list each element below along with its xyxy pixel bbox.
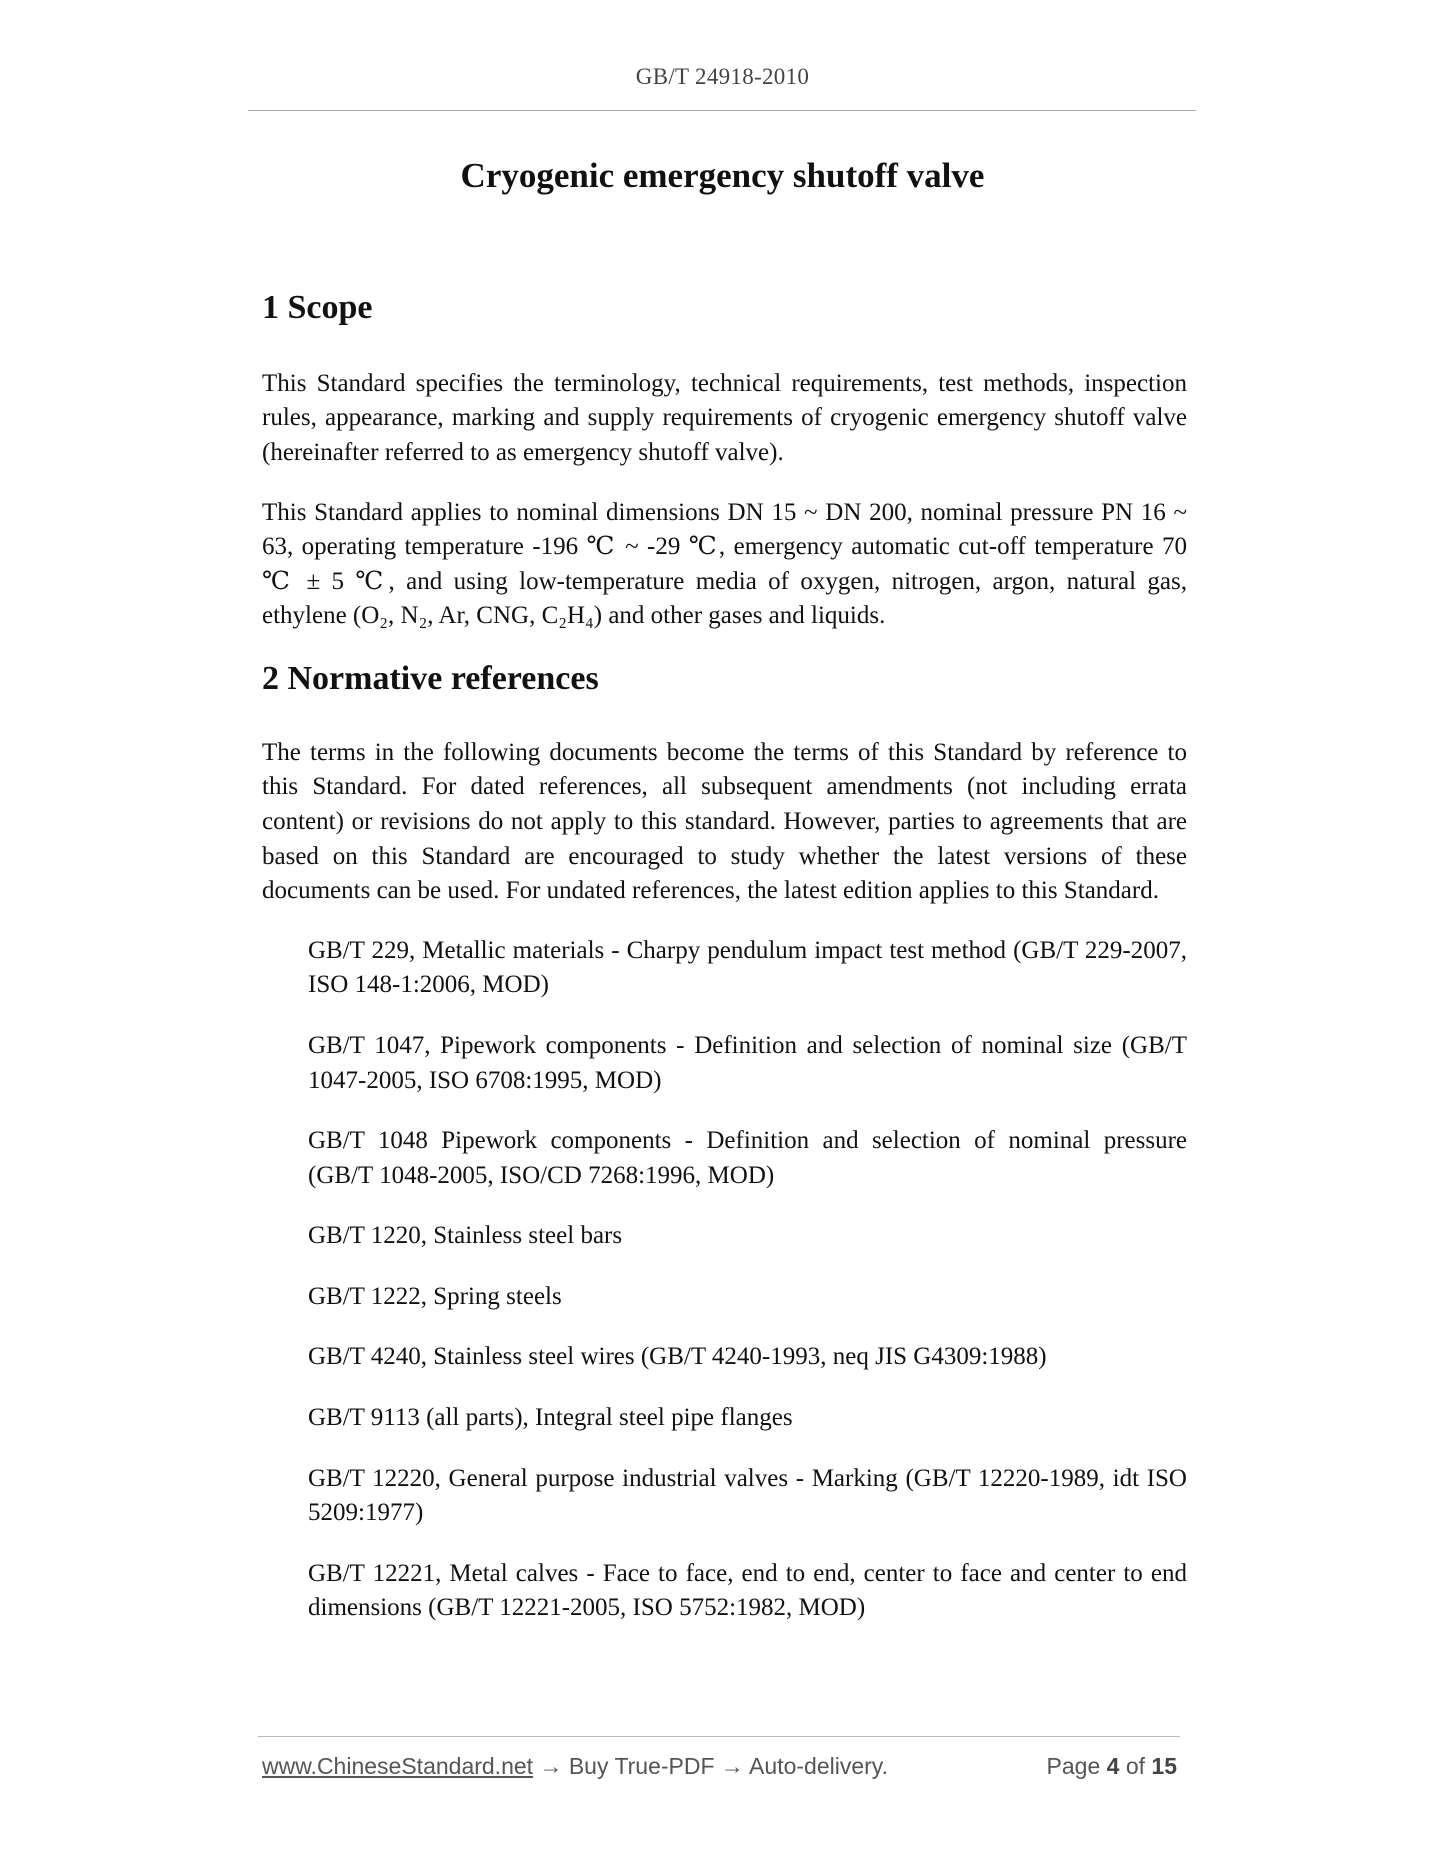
page-of: of <box>1125 1753 1146 1779</box>
reference-item: GB/T 9113 (all parts), Integral steel pipe flanges <box>308 1404 793 1432</box>
footer-tagline: → Buy True-PDF → Auto-delivery. <box>533 1753 888 1779</box>
running-header: GB/T 24918-2010 <box>635 64 810 89</box>
page-current: 4 <box>1106 1753 1120 1779</box>
reference-item: GB/T 1220, Stainless steel bars <box>308 1222 623 1250</box>
document-title: Cryogenic emergency shutoff valve <box>460 156 985 195</box>
scope-paragraph: This Standard specifies the terminology, technical requirements, test methods, inspection rules, appearance, marking and supply requirements of cryogenic emergency shutoff valve (hereinafter referred to as emergency shutoff valve). <box>262 369 1187 466</box>
site-link[interactable]: www.ChineseStandard.net <box>262 1753 534 1779</box>
header-divider <box>248 110 1196 111</box>
page-label: Page <box>1046 1753 1101 1779</box>
reference-item: GB/T 1222, Spring steels <box>308 1282 562 1310</box>
reference-item: GB/T 229, Metallic materials - Charpy pendulum impact test method (GB/T 229-2007, ISO 148-1:2006, MOD) <box>308 936 1187 999</box>
reference-list <box>262 934 1187 1626</box>
reference-item: GB/T 4240, Stainless steel wires (GB/T 4240-1993, neq JIS G4309:1988) <box>308 1343 1047 1371</box>
footer-promo <box>262 1753 888 1780</box>
reference-item: GB/T 1048 Pipework components - Definition and selection of nominal pressure (GB/T 1048-2005, ISO/CD 7268:1996, MOD) <box>308 1127 1187 1189</box>
page-total: 15 <box>1151 1753 1177 1779</box>
section-heading-normative-references: 2 Normative references <box>262 659 599 697</box>
document-body <box>262 288 1187 1652</box>
scope-paragraph: This Standard applies to nominal dimensions DN 15 ~ DN 200, nominal pressure PN 16 ~ 63, operating temperature -196 ℃ ~ -29 ℃, emergency automatic cut-off temperature 70 ℃ ± 5 ℃, and using low-temperature media of oxygen, nitrogen, argon, natural gas, ethylene (O₂, N₂, Ar, CNG, C₂H₄) and other gases and liquids. <box>262 498 1187 630</box>
footer-divider <box>258 1736 1180 1737</box>
reference-item: GB/T 12220, General purpose industrial valves - Marking (GB/T 12220-1989, idt ISO 5209:1977) <box>308 1464 1187 1527</box>
section-heading-scope: 1 Scope <box>262 289 373 326</box>
page-indicator <box>1047 1753 1177 1780</box>
reference-item: GB/T 1047, Pipework components - Definition and selection of nominal size (GB/T 1047-2005, ISO 6708:1995, MOD) <box>308 1031 1187 1094</box>
reference-item: GB/T 12221, Metal calves - Face to face, end to end, center to face and center to end dimensions (GB/T 12221-2005, ISO 5752:1982, MOD) <box>308 1559 1187 1622</box>
normative-intro-paragraph: The terms in the following documents become the terms of this Standard by reference to this Standard. For dated references, all subsequent amendments (not including errata content) or revisions do not apply to this standard. However, parties to agreements that are based on this Standard are encouraged to study whether the latest versions of these documents can be used. For undated references, the latest edition applies to this Standard. <box>262 738 1187 905</box>
